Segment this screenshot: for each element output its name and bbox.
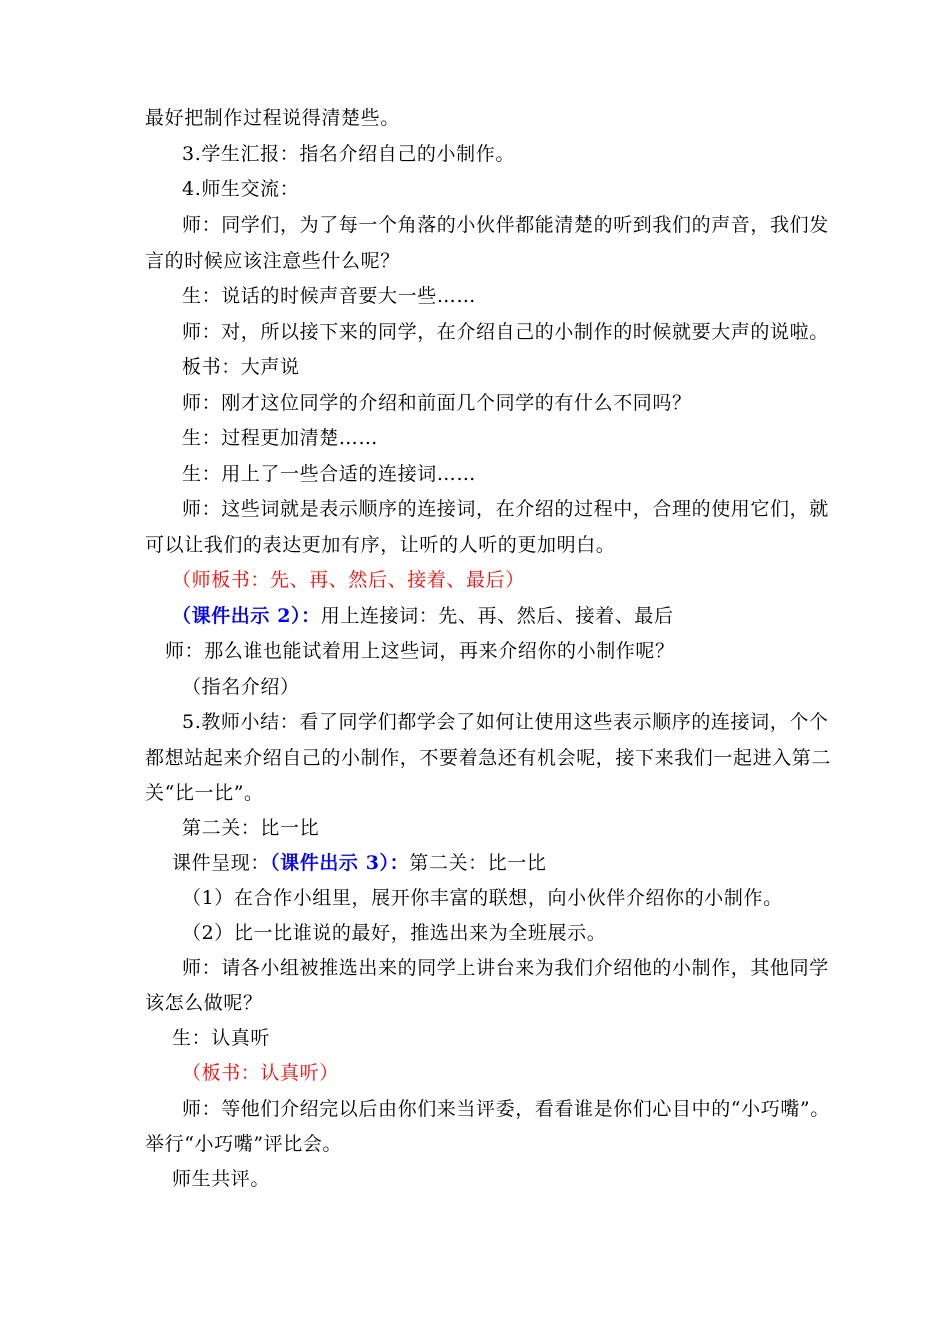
text-line: （指名介绍） xyxy=(182,676,300,698)
courseware-text: 用上连接词：先、再、然后、接着、最后 xyxy=(320,605,674,627)
text-line: 第二关：比一比 xyxy=(182,817,320,839)
text-line: （1）在合作小组里，展开你丰富的联想，向小伙伴介绍你的小制作。 xyxy=(182,887,783,909)
courseware-text: 第二关：比一比 xyxy=(409,852,547,874)
board-note-red: （板书：认真听） xyxy=(182,1062,339,1084)
text-line: 言的时候应该注意些什么呢？ xyxy=(145,250,400,272)
text-line: 最好把制作过程说得清楚些。 xyxy=(145,107,400,129)
text-line: 师：同学们，为了每一个角落的小伙伴都能清楚的听到我们的声音，我们发 xyxy=(182,214,829,236)
board-note-red: （师板书：先、再、然后、接着、最后） xyxy=(172,569,525,591)
text-line: 5.教师小结：看了同学们都学会了如何让使用这些表示顺序的连接词，个个 xyxy=(182,711,829,733)
text-line: 举行“小巧嘴”评比会。 xyxy=(145,1133,343,1155)
text-line: 师生共评。 xyxy=(172,1168,271,1190)
text-line: 板书：大声说 xyxy=(182,356,300,378)
text-line: 生：认真听 xyxy=(172,1027,271,1049)
text-line: 关“比一比”。 xyxy=(145,782,264,804)
text-line: 生：用上了一些合适的连接词…… xyxy=(182,463,477,485)
courseware-line xyxy=(172,603,674,629)
courseware-line xyxy=(172,850,546,876)
text-line: 生：过程更加清楚…… xyxy=(182,427,379,449)
courseware-present-label: 课件呈现： xyxy=(172,852,271,874)
text-line: 都想站起来介绍自己的小制作，不要着急还有机会呢，接下来我们一起进入第二 xyxy=(145,747,832,769)
text-line: 师：刚才这位同学的介绍和前面几个同学的有什么不同吗？ xyxy=(182,392,692,414)
text-line: 师：那么谁也能试着用上这些词，再来介绍你的小制作呢？ xyxy=(165,640,675,662)
text-line: 师：对，所以接下来的同学，在介绍自己的小制作的时候就要大声的说啦。 xyxy=(182,321,829,343)
courseware-label: （课件出示 3）： xyxy=(270,852,410,874)
text-line: 师：请各小组被推选出来的同学上讲台来为我们介绍他的小制作，其他同学 xyxy=(182,957,829,979)
courseware-label: （课件出示 2）： xyxy=(172,605,321,627)
text-line: 师：等他们介绍完以后由你们来当评委，看看谁是你们心目中的“小巧嘴”。 xyxy=(182,1098,830,1120)
text-line: 生：说话的时候声音要大一些…… xyxy=(182,285,477,307)
text-line: 可以让我们的表达更加有序，让听的人听的更加明白。 xyxy=(145,534,616,556)
text-line: 师：这些词就是表示顺序的连接词，在介绍的过程中，合理的使用它们，就 xyxy=(182,498,829,520)
text-line: 该怎么做呢？ xyxy=(145,992,263,1014)
text-line: 4.师生交流： xyxy=(182,178,300,200)
text-line: 3.学生汇报：指名介绍自己的小制作。 xyxy=(182,143,515,165)
text-line: （2）比一比谁说的最好，推选出来为全班展示。 xyxy=(182,922,607,944)
